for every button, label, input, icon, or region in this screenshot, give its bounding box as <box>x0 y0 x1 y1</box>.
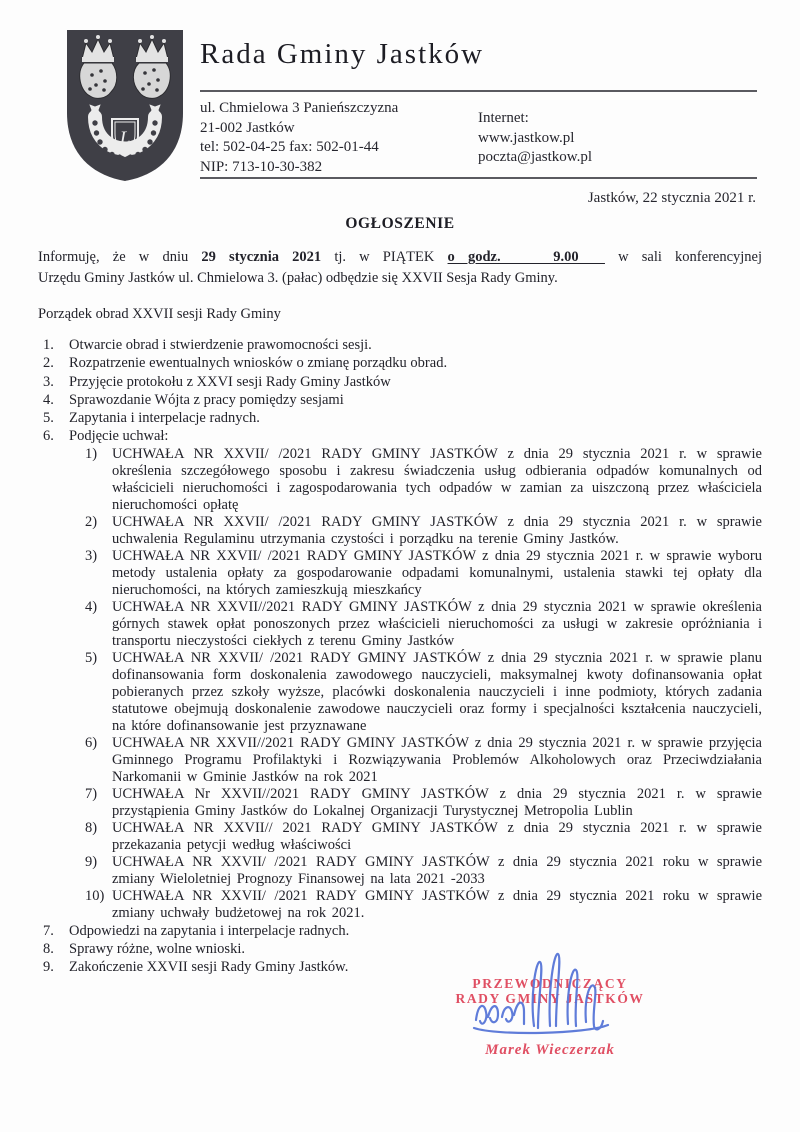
document-body <box>38 247 762 977</box>
resolution-item: 6) UCHWAŁA NR XXVII//2021 RADY GMINY JASTKÓW z dnia 29 stycznia 2021 r. w sprawie przyjęcia Gminnego Programu Profilaktyki i Rozwiązywania Problemów Alkoholowych oraz Przeciwdziałania Narkomanii w Gminie Jastków na rok 2021 <box>85 734 762 785</box>
municipal-crest-icon <box>62 25 188 190</box>
organization-title: Rada Gminy Jastków <box>200 38 485 70</box>
stamp-title-line2: RADY GMINY JASTKÓW <box>455 991 645 1006</box>
intro-seg2: tj. w PIĄTEK <box>334 249 435 265</box>
address-phone: tel: 502-04-25 fax: 502-01-44 <box>200 139 379 155</box>
intro-line2: Urzędu Gminy Jastków ul. Chmielowa 3. (pałac) odbędzie się XXVII Sesja Rady Gminy. <box>38 269 558 286</box>
place-date-line: Jastków, 22 stycznia 2021 r. <box>587 190 756 206</box>
agenda-item: 4. Sprawozdanie Wójta z pracy pomiędzy sesjami <box>43 391 344 408</box>
resolution-item: 3) UCHWAŁA NR XXVII/ /2021 RADY GMINY JASTKÓW z dnia 29 stycznia 2021 r. w sprawie wyboru metody ustalenia opłaty za gospodarowanie odpadami komunalnymi, ustalenia stawki tej opłaty dla nieruchomości, na których zamieszkują mieszkańcy <box>85 547 762 598</box>
address-block <box>200 99 398 177</box>
internet-block <box>478 109 592 168</box>
resolution-item: 2) UCHWAŁA NR XXVII/ /2021 RADY GMINY JASTKÓW z dnia 29 stycznia 2021 r. w sprawie uchwalenia Regulaminu utrzymania czystości i porządku na terenie Gminy Jastków. <box>85 513 762 547</box>
email-text: poczta@jastkow.pl <box>478 149 593 165</box>
crest-letter: L <box>119 128 131 149</box>
agenda-item: 9. Zakończenie XXVII sesji Rady Gminy Jastków. <box>43 959 349 976</box>
intro-seg3: w sali konferencyjnej <box>618 249 763 265</box>
agenda-item: 5. Zapytania i interpelacje radnych. <box>43 410 260 427</box>
intro-seg1: Informuję, że w dniu <box>38 249 189 265</box>
resolution-item: 7) UCHWAŁA Nr XXVII//2021 RADY GMINY JASTKÓW z dnia 29 stycznia 2021 r. w sprawie przystąpienia Gminy Jastków do Lokalnej Organizacji Turystycznej Metropolia Lublin <box>85 785 762 819</box>
agenda-item: 3. Przyjęcie protokołu z XXVI sesji Rady Gminy Jastków <box>43 373 391 390</box>
address-city: 21-002 Jastków <box>200 119 295 136</box>
internet-label: Internet: <box>478 110 529 126</box>
address-nip: NIP: 713-10-30-382 <box>200 158 323 175</box>
agenda-item: 6. Podjęcie uchwał: <box>43 428 169 445</box>
resolution-item: 8) UCHWAŁA NR XXVII// 2021 RADY GMINY JASTKÓW z dnia 29 stycznia 2021 r. w sprawie przekazania petycji według właściwości <box>85 819 762 853</box>
resolution-item: 10) UCHWAŁA NR XXVII/ /2021 RADY GMINY JASTKÓW z dnia 29 stycznia 2021 roku w sprawie zmiany uchwały budżetowej na rok 2021. <box>85 887 762 921</box>
website-text: www.jastkow.pl <box>478 129 575 146</box>
agenda-list <box>38 336 762 977</box>
document-heading: OGŁOSZENIE <box>345 215 455 232</box>
address-street: ul. Chmielowa 3 Panieńszczyzna <box>200 100 399 116</box>
header-divider-bottom <box>200 177 757 179</box>
agenda-item: 1. Otwarcie obrad i stwierdzenie prawomocności sesji. <box>43 337 372 353</box>
intro-bold-date: 29 stycznia 2021 <box>201 249 322 265</box>
resolution-item: 9) UCHWAŁA NR XXVII/ /2021 RADY GMINY JASTKÓW z dnia 29 stycznia 2021 roku w sprawie zmiany Wieloletniej Prognozy Finansowej na lata 2021 -2033 <box>85 853 762 887</box>
resolution-item: 1) UCHWAŁA NR XXVII/ /2021 RADY GMINY JASTKÓW z dnia 29 stycznia 2021 r. w sprawie określenia szczegółowego sposobu i zakresu świadczenia usług odbierania odpadów komunalnych od właścicieli nieruchomości i zagospodarowania tych odpadów w zamian za uiszczoną przez właściciela nieruchomości opłatę <box>85 445 762 513</box>
chairman-name: Marek Wieczerzak <box>485 1042 615 1058</box>
handwritten-signature-icon <box>468 946 648 1059</box>
intro-bold-time: o godz. 9.00 <box>447 249 605 265</box>
resolution-item: 5) UCHWAŁA NR XXVII/ /2021 RADY GMINY JASTKÓW z dnia 29 stycznia 2021 r. w sprawie planu dofinansowania form doskonalenia zawodowego nauczycieli, maksymalnej kwoty dofinansowania opłat pobieranych przez szkoły wyższe, placówki doskonalenia nauczycieli i inne podmioty, których zadania statutowe obejmują doskonalenie zawodowe nauczycieli oraz formy i specjalności kształcenia nauczycieli, na które dofinansowanie jest przyznawane <box>85 649 762 734</box>
agenda-item: 2. Rozpatrzenie ewentualnych wniosków o zmianę porządku obrad. <box>43 355 448 372</box>
stamp-title-line1: PRZEWODNICZĄCY <box>472 976 628 991</box>
agenda-item: 8. Sprawy różne, wolne wnioski. <box>43 941 245 958</box>
intro-paragraph <box>38 247 762 288</box>
agenda-item: 7. Odpowiedzi na zapytania i interpelacje radnych. <box>43 922 350 939</box>
resolution-item: 4) UCHWAŁA NR XXVII//2021 RADY GMINY JASTKÓW z dnia 29 stycznia 2021 w sprawie określenia górnych stawek opłat ponoszonych przez właścicieli nieruchomości za usługi w zakresie opróżniania i transportu nieczystości ciekłych z terenu Gminy Jastków <box>85 598 762 649</box>
agenda-title: Porządek obrad XXVII sesji Rady Gminy <box>38 306 281 322</box>
header-divider-top <box>200 90 757 92</box>
